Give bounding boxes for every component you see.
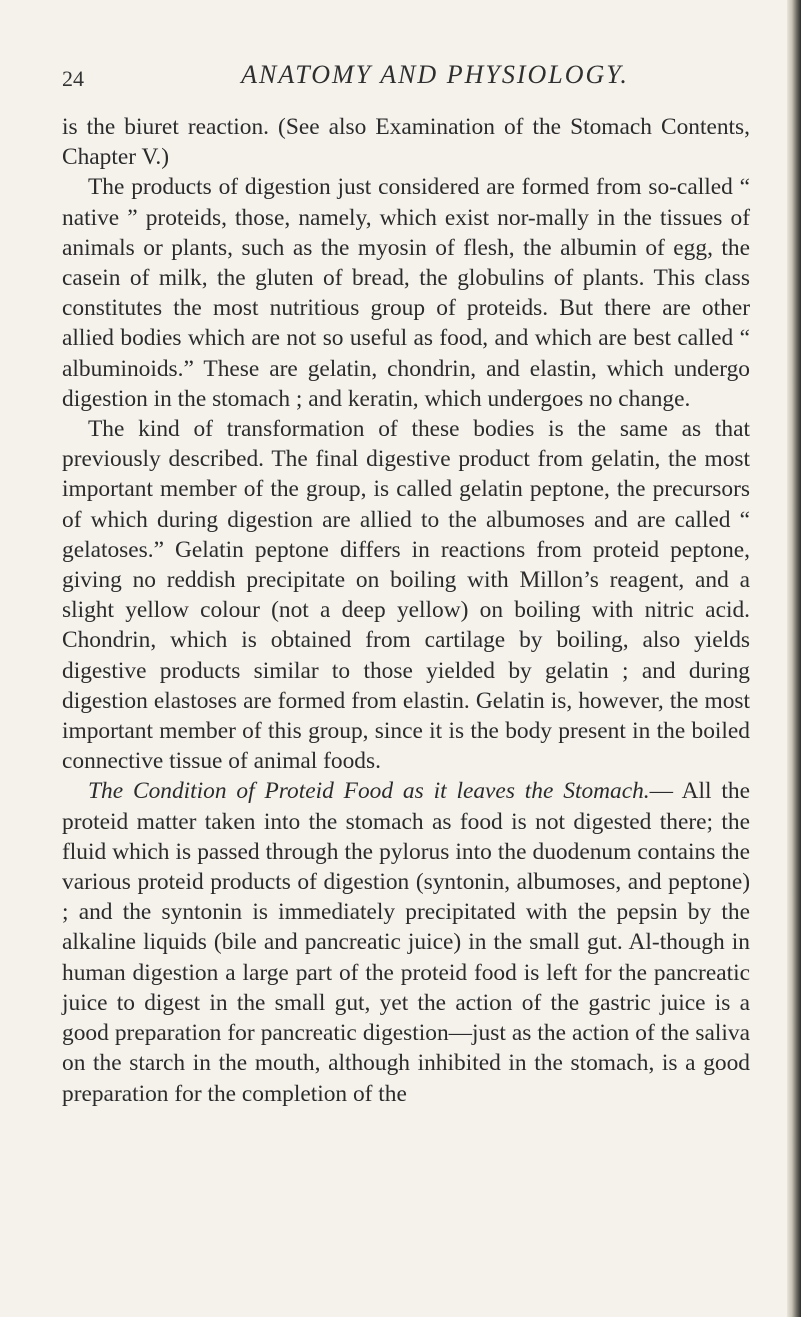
page-header [0,60,790,100]
paragraph: is the biuret reaction. (See also Examination of the Stomach Contents, Chapter V.) [62,114,750,171]
running-title: ANATOMY AND PHYSIOLOGY. [241,60,629,89]
body-text [62,112,750,1109]
page-edge-shadow [787,0,801,1317]
paragraph [62,776,750,1108]
paragraph: The products of digestion just considered are formed from so-called “ native ” proteids, those, namely, which exist nor-mally in the tissues of animals or plants, such as the myosin of flesh, the albumin of egg, the casein of milk, the gluten of bread, the globulins of plants. This class constitutes the most nutritious group of proteids. But there are other allied bodies which are not so useful as food, and which are best called “ albuminoids.” These are gelatin, chondrin, and elastin, which undergo digestion in the stomach ; and keratin, which undergoes no change. [62,174,750,412]
section-subheading: The Condition of Proteid Food as it leaves the Stomach. [88,778,650,805]
paragraph: The kind of transformation of these bodies is the same as that previously described. The final digestive product from gelatin, the most important member of the group, is called gelatin peptone, the precursors of which during digestion are allied to the albumoses and are called “ gelatoses.” Gelatin peptone differs in reactions from proteid peptone, giving no reddish precipitate on boiling with Millon’s reagent, and a slight yellow colour (not a deep yellow) on boiling with nitric acid. Chondrin, which is obtained from cartilage by boiling, also yields digestive products similar to those yielded by gelatin ; and during digestion elastoses are formed from elastin. Gelatin is, however, the most important member of this group, since it is the body present in the boiled connective tissue of animal foods. [62,416,750,775]
paragraph-text: — All the proteid matter taken into the stomach as food is not digested there; the fluid which is passed through the pylorus into the duodenum contains the various proteid products of digestion (syntonin, albumoses, and peptone) ; and the syntonin is immediately precipitated with the pepsin by the alkaline liquids (bile and pancreatic juice) in the small gut. Al-though in human digestion a large part of the proteid food is left for the pancreatic juice to digest in the small gut, yet the action of the gastric juice is a good preparation for pancreatic digestion—just as the action of the saliva on the starch in the mouth, although inhibited in the stomach, is a good preparation for the completion of the [62,778,750,1107]
page-number: 24 [62,66,84,91]
